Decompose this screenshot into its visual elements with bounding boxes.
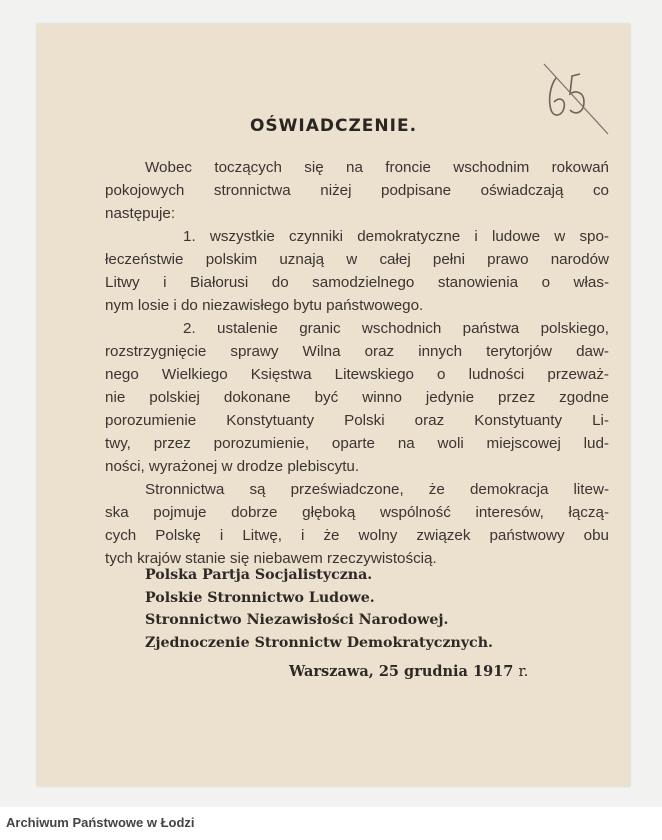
body-line: nym losie i do niezawisłego bytu państwowego. <box>105 297 424 314</box>
body-line: Litwy i Białorusi do samodzielnego stanowienia o włas- <box>105 274 609 291</box>
declaration-body <box>105 156 609 570</box>
document-page <box>37 24 630 786</box>
place-date-text: Warszawa, 25 grudnia 1917 <box>289 663 514 680</box>
body-line: Stronnictwa są przeświadczone, że demokracja litew- <box>145 481 609 498</box>
signatory: Polska Partja Socjalistyczna. <box>145 567 373 583</box>
body-line: pokojowych stronnictwa niżej podpisane oświadczają co <box>105 182 609 199</box>
archive-footer <box>0 807 662 840</box>
body-line: cych Polskę i Litwę, i że wolny związek państwowy obu <box>105 527 609 544</box>
signatory: Polskie Stronnictwo Ludowe. <box>145 589 375 606</box>
place-date-suffix: r. <box>518 664 529 680</box>
body-line: porozumienie Konstytuanty Polski oraz Konstytuanty Li- <box>105 412 609 429</box>
body-line: łeczeństwie polskim uznają w całej pełni prawo narodów <box>105 251 609 268</box>
body-line: 2. ustalenie granic wschodnich państwa polskiego, <box>183 320 609 337</box>
body-line: ska pojmuje dobrze głęboką wspólność interesów, łączą- <box>105 504 609 521</box>
body-line: następuje: <box>105 205 176 222</box>
body-line: nie polskiej dokonane być winno jedynie przez zgodne <box>105 389 609 406</box>
signatory: Zjednoczenie Stronnictw Demokratycznych. <box>145 634 493 651</box>
body-line: ności, wyrażonej w drodze plebiscytu. <box>105 458 360 475</box>
place-and-date <box>289 663 528 680</box>
signatory: Stronnictwo Niezawisłości Narodowej. <box>145 612 449 628</box>
signatories-list <box>145 564 493 654</box>
body-line: rozstrzygnięcie sprawy Wilna oraz innych terytorjów daw- <box>105 343 609 360</box>
body-line: twy, przez porozumienie, oparte na woli miejscowej lud- <box>105 435 609 452</box>
archive-name: Archiwum Państwowe w Łodzi <box>6 815 195 830</box>
body-line: nego Wielkiego Księstwa Litewskiego o ludności przeważ- <box>105 366 609 383</box>
body-line: 1. wszystkie czynniki demokratyczne i ludowe w spo- <box>183 228 609 245</box>
document-title: OŚWIADCZENIE. <box>249 116 418 136</box>
body-line: Wobec toczących się na froncie wschodnim rokowań <box>145 159 609 176</box>
body-line: tych krajów stanie się niebawem rzeczywistością. <box>105 550 437 567</box>
